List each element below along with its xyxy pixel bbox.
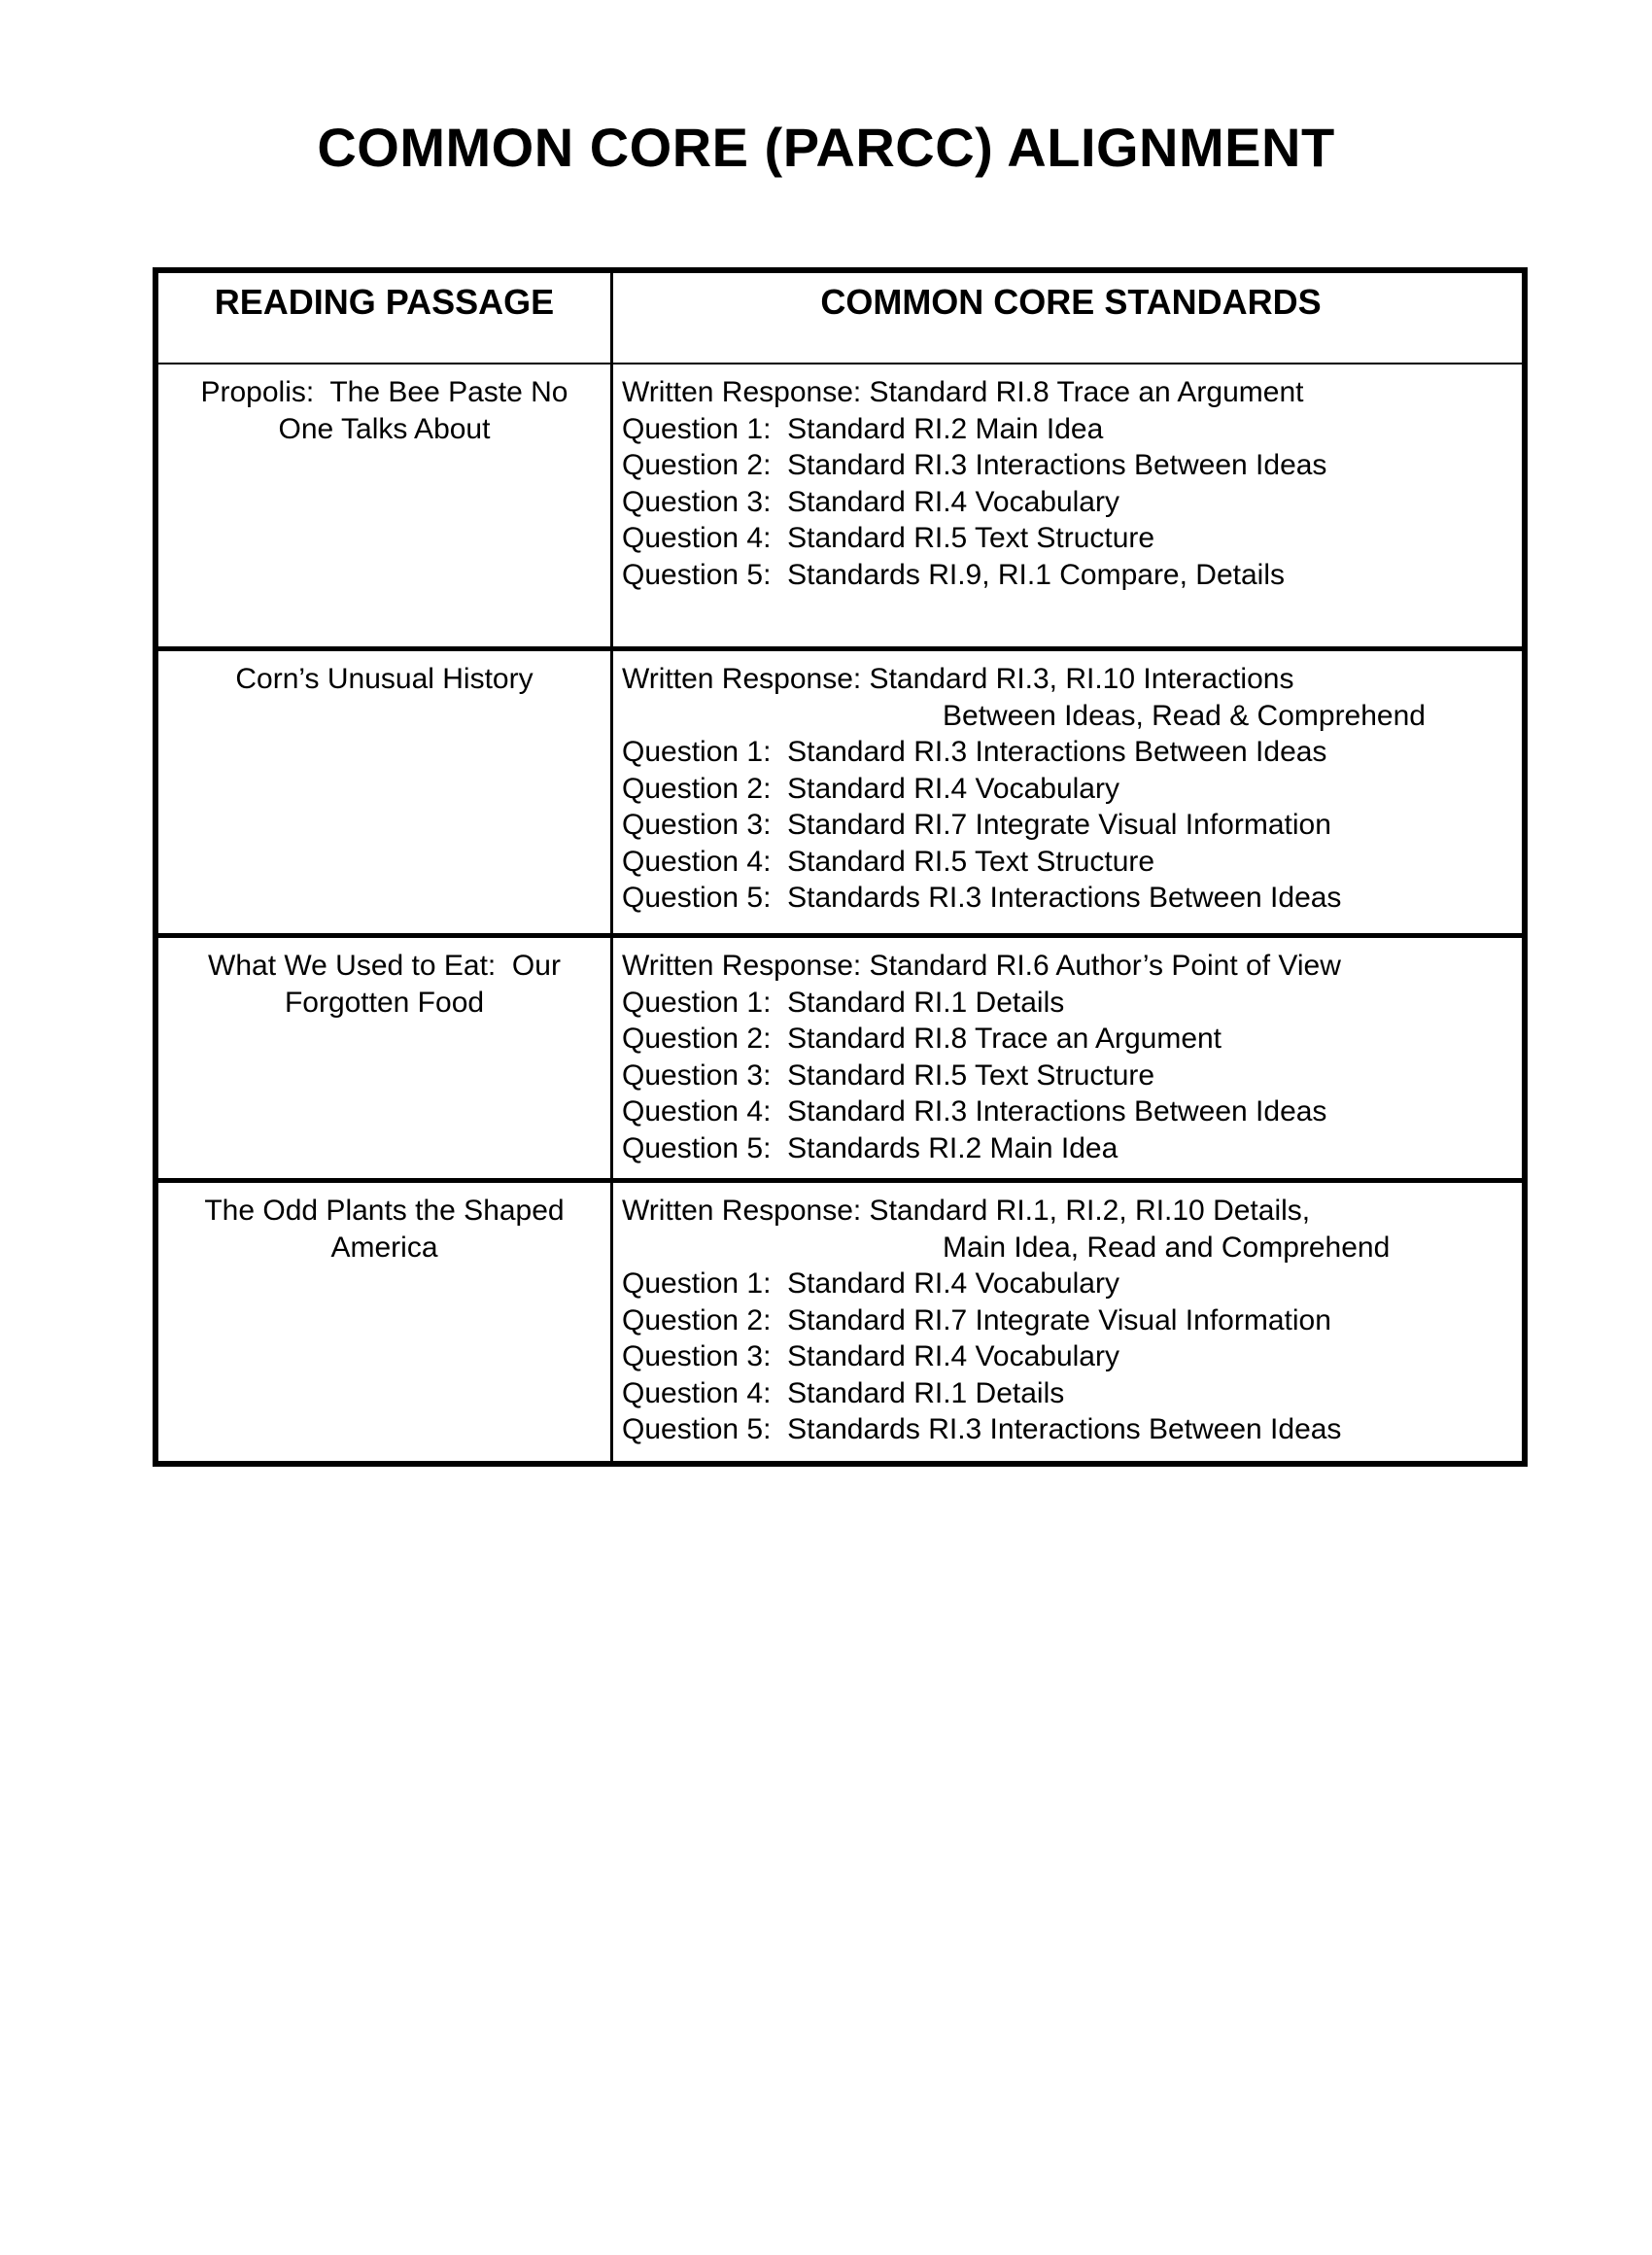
standard-line: Question 1: Standard RI.4 Vocabulary [622,1267,1119,1300]
table-row [158,646,1522,933]
standard-line: Question 2: Standard RI.8 Trace an Argument [622,1023,1222,1055]
alignment-table [153,267,1528,1467]
passage-title-line: The Odd Plants the Shaped [204,1195,565,1227]
standards-cell [613,1183,1522,1461]
table-row [158,933,1522,1178]
standards-cell [613,364,1522,646]
standard-line: Question 3: Standard RI.4 Vocabulary [622,485,1119,518]
standards-cell [613,651,1522,933]
standard-line: Written Response: Standard RI.3, RI.10 Interactions [622,663,1294,695]
reading-passage-cell [158,938,613,1178]
page-title: COMMON CORE (PARCC) ALIGNMENT [317,117,1335,178]
standard-line: Question 4: Standard RI.5 Text Structure [622,522,1155,554]
standard-line: Question 4: Standard RI.3 Interactions Between Ideas [622,1095,1327,1128]
document-page [0,117,1652,1467]
standard-line: Written Response: Standard RI.6 Author’s Point of View [622,950,1341,982]
standard-line: Question 1: Standard RI.2 Main Idea [622,412,1104,445]
standard-line: Question 3: Standard RI.5 Text Structure [622,1058,1155,1092]
standard-line: Question 5: Standards RI.9, RI.1 Compare, Details [622,558,1285,591]
standard-line: Question 3: Standard RI.4 Vocabulary [622,1340,1119,1372]
reading-passage-cell [158,651,613,933]
standard-line: Question 2: Standard RI.3 Interactions Between Ideas [622,449,1327,481]
standard-line: Main Idea, Read and Comprehend [943,1231,1391,1264]
column-header-reading-passage: READING PASSAGE [158,273,613,363]
passage-title-line: What We Used to Eat: Our [208,950,561,982]
standard-line: Question 4: Standard RI.5 Text Structure [622,845,1155,878]
standards-cell [613,938,1522,1178]
standard-line: Written Response: Standard RI.1, RI.2, RI.10 Details, [622,1195,1311,1227]
standard-line: Question 5: Standards RI.3 Interactions Between Ideas [622,882,1342,914]
standard-line: Question 1: Standard RI.3 Interactions Between Ideas [622,736,1327,768]
standard-line: Question 1: Standard RI.1 Details [622,986,1065,1019]
standard-line: Question 2: Standard RI.4 Vocabulary [622,772,1119,805]
passage-title-line: Forgotten Food [284,986,485,1019]
standard-line: Between Ideas, Read & Comprehend [943,699,1426,732]
passage-title-line: America [330,1231,438,1264]
standard-line: Written Response: Standard RI.8 Trace an Argument [622,376,1304,408]
standard-line: Question 5: Standards RI.2 Main Idea [622,1131,1119,1164]
table-header-row [158,273,1522,363]
standard-line: Question 3: Standard RI.7 Integrate Visual Information [622,809,1331,841]
table-row [158,1178,1522,1461]
reading-passage-cell [158,1183,613,1461]
standard-line: Question 5: Standards RI.3 Interactions Between Ideas [622,1413,1342,1445]
passage-title-line: One Talks About [278,412,491,445]
standard-line: Question 4: Standard RI.1 Details [622,1376,1065,1409]
table-row [158,363,1522,646]
table-body [158,363,1522,1461]
reading-passage-cell [158,364,613,646]
passage-title-line: Corn’s Unusual History [235,663,533,695]
standard-line: Question 2: Standard RI.7 Integrate Visual Information [622,1303,1331,1336]
passage-title-line: Propolis: The Bee Paste No [200,376,568,408]
column-header-common-core-standards: COMMON CORE STANDARDS [820,282,1322,322]
